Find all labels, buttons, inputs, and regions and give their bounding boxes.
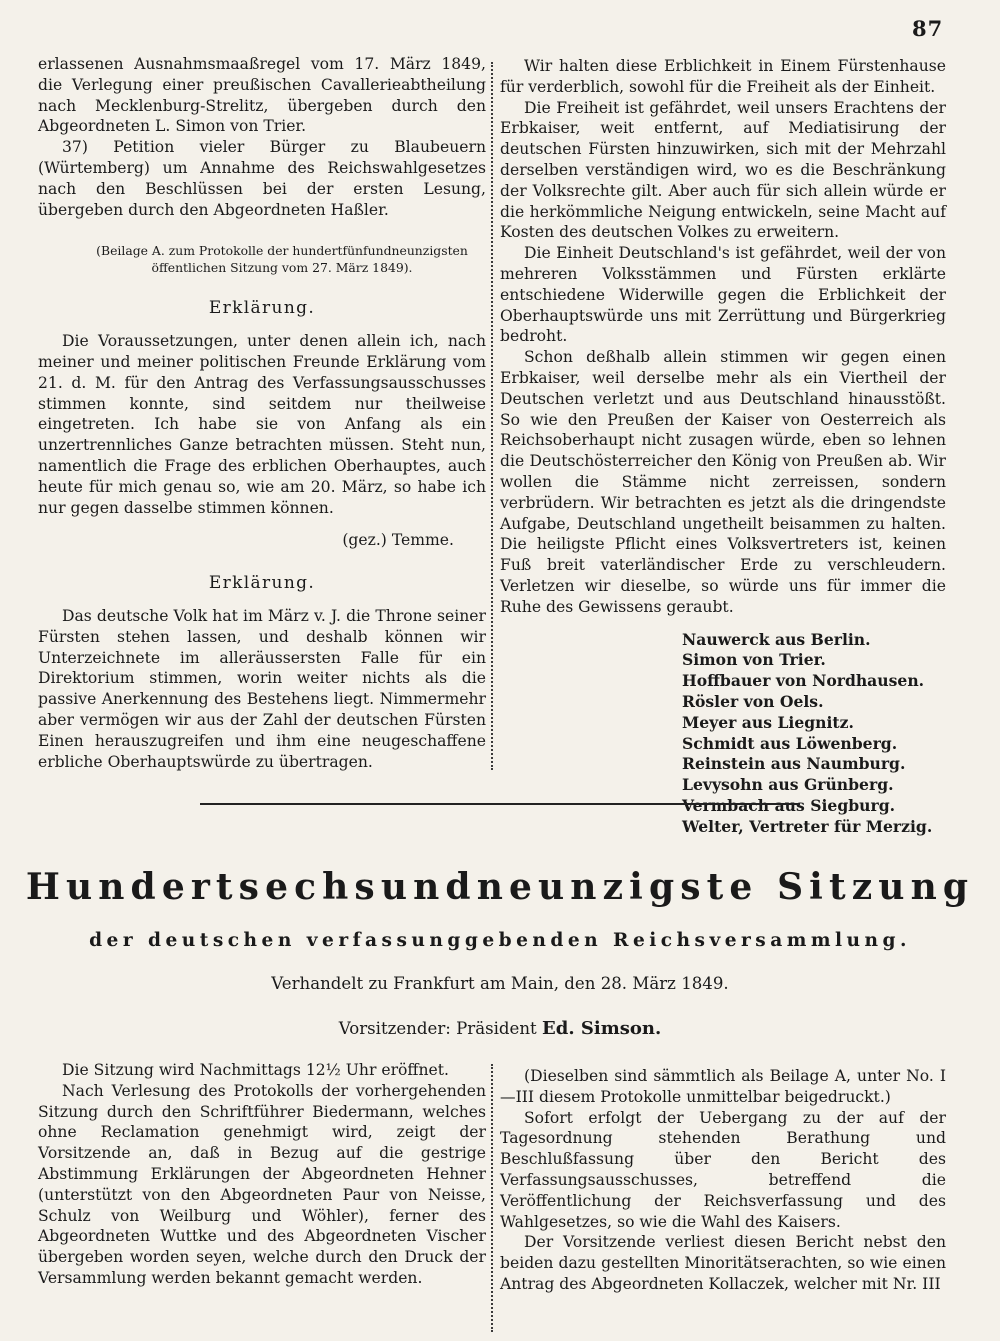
declaration-heading: Erklärung. — [208, 573, 316, 594]
page-number: 87 — [912, 16, 944, 41]
left-column-bottom — [38, 1060, 486, 1289]
signatory: Nauwerck aus Berlin. — [682, 629, 871, 649]
paragraph: (Dieselben sind sämmtlich als Beilage A, unter No. I—III diesem Protokolle unmittelbar beigedruckt.) — [500, 1067, 946, 1106]
right-column-bottom — [500, 1066, 946, 1295]
paragraph: Schon deßhalb allein stimmen wir gegen einen Erbkaiser, weil derselbe mehr als ein Viertheil der Deutschen verletzt und aus Deutschland hinausstößt. So wie den Preußen der Kaiser von Oesterreich als Reichsoberhaupt nicht zusagen würde, eben so lehnen die Deutschösterreicher den König von Preußen ab. Wir wollen die Stämme nicht zerreissen, sondern verbrüdern. Wir betrachten es jetzt als die dringendste Aufgabe, Deutschland ungetheilt beisammen zu halten. Die heiligste Pflicht eines Volksvertreters ist, keinen Fuß breit vaterländischer Erde zu verschleudern. Verletzen wir dieselbe, so würde uns für immer die Ruhe des Gewissens geraubt. — [500, 348, 946, 616]
paragraph: Wir halten diese Erblichkeit in Einem Fürstenhause für verderblich, sowohl für die Freiheit als der Einheit. — [500, 57, 946, 96]
column-divider — [491, 1064, 493, 1332]
signatory: Rösler von Oels. — [682, 691, 824, 711]
paragraph: Nach Verlesung des Protokolls der vorhergehenden Sitzung durch den Schriftführer Biedermann, welches ohne Reclamation genehmigt wird, zeigt der Vorsitzende an, daß in Bezug auf die gestrige Abstimmung Erklärungen der Abgeordneten Hehner (unterstützt von den Abgeordneten Paur von Neisse, Schulz von Weilburg und Wöhler), ferner des Abgeordneten Wuttke und des Abgeordneten Vischer übergeben worden seyen, welche durch den Druck der Versammlung werden bekannt gemacht werden. — [38, 1081, 486, 1287]
section-divider — [200, 803, 800, 805]
right-column-top — [500, 56, 946, 837]
declaration-heading: Erklärung. — [208, 298, 316, 319]
chair-name: Ed. Simson. — [542, 1018, 662, 1039]
paragraph: Die Sitzung wird Nachmittags 12½ Uhr eröffnet. — [62, 1061, 449, 1079]
petition-37: 37) Petition vieler Bürger zu Blaubeuern (Würtemberg) um Annahme des Reichswahlgesetzes nach den Beschlüssen bei der ersten Lesung, übergeben durch den Abgeordneten Haßler. — [38, 138, 486, 219]
chair-line — [0, 1018, 1000, 1039]
declaration-text: Das deutsche Volk hat im März v. J. die Throne seiner Fürsten stehen lassen, und deshalb können wir Unterzeichnete im alleräussersten Falle für ein Direktorium stimmen, worin weiter nichts als die passive Anerkennung des Bestehens liegt. Nimmermehr aber vermögen wir aus der Zahl der deutschen Fürsten Einen herauszugreifen und ihm eine neugeschaffene erbliche Oberhauptswürde zu übertragen. — [38, 606, 486, 771]
signatory: Hoffbauer von Nordhausen. — [682, 671, 925, 691]
paragraph: erlassenen Ausnahmsmaaßregel vom 17. März 1849, die Verlegung einer preußischen Cavallerieabtheilung nach Mecklenburg-Strelitz, übergeben durch den Abgeordneten L. Simon von Trier. — [38, 55, 486, 136]
session-subtitle: der deutschen verfassunggebenden Reichsversammlung. — [89, 930, 911, 951]
declaration-signature: (gez.) Temme. — [342, 531, 454, 550]
signatory: Schmidt aus Löwenberg. — [682, 733, 898, 753]
beilage-note: (Beilage A. zum Protokolle der hundertfünfundneunzigsten öffentlichen Sitzung vom 27. März 1849). — [96, 243, 468, 276]
paragraph: Die Freiheit ist gefährdet, weil unsers Erachtens der Erbkaiser, weit entfernt, auf Mediatisirung der deutschen Fürsten hinzuwirken, sich mit der Mehrzahl derselben verständigen wird, wo es die Beschränkung der Volksrechte gilt. Aber auch für sich allein würde er die herkömmliche Neigung entwickeln, seine Macht auf Kosten des deutschen Volkes zu erweitern. — [500, 98, 946, 242]
signatory: Vermbach aus Siegburg. — [682, 795, 896, 815]
signatory: Simon von Trier. — [682, 650, 826, 670]
column-divider — [491, 62, 493, 770]
chair-label: Vorsitzender: Präsident — [338, 1019, 537, 1038]
signatories-list — [500, 630, 946, 838]
signatory: Levysohn aus Grünberg. — [682, 775, 894, 795]
paragraph: Die Einheit Deutschland's ist gefährdet, weil der von mehreren Volksstämmen und Fürsten erklärte entschiedene Widerwille gegen die Erblichkeit der Oberhauptswürde uns mit Zerrüttung und Bürgerkrieg bedroht. — [500, 244, 946, 346]
paragraph: Der Vorsitzende verliest diesen Bericht nebst den beiden dazu gestellten Minoritätserachten, so wie einen Antrag des Abgeordneten Kollaczek, welcher mit Nr. III — [500, 1233, 946, 1293]
declaration-text: Die Voraussetzungen, unter denen allein ich, nach meiner und meiner politischen Freunde Erklärung vom 21. d. M. für den Antrag des Verfassungsausschusses stimmen konnte, sind seitdem nur theilweise eingetreten. Ich habe sie von Anfang als ein unzertrennliches Ganze betrachten müssen. Steht nun, namentlich die Frage des erblichen Oberhauptes, auch heute für mich genau so, wie am 20. März, so habe ich nur gegen dasselbe stimmen können. — [38, 332, 486, 517]
session-title: Hundertsechsundneunzigste Sitzung — [25, 866, 975, 908]
signatory: Welter, Vertreter für Merzig. — [682, 816, 933, 836]
signatory: Reinstein aus Naumburg. — [682, 754, 906, 774]
left-column-top — [38, 54, 486, 772]
paragraph: Sofort erfolgt der Uebergang zu der auf der Tagesordnung stehenden Berathung und Beschlußfassung über den Bericht des Verfassungsausschusses, betreffend die Veröffentlichung der Reichsverfassung und des Wahlgesetzes, so wie die Wahl des Kaisers. — [500, 1108, 946, 1231]
signatory: Meyer aus Liegnitz. — [682, 712, 854, 732]
place-date: Verhandelt zu Frankfurt am Main, den 28. März 1849. — [271, 974, 729, 993]
